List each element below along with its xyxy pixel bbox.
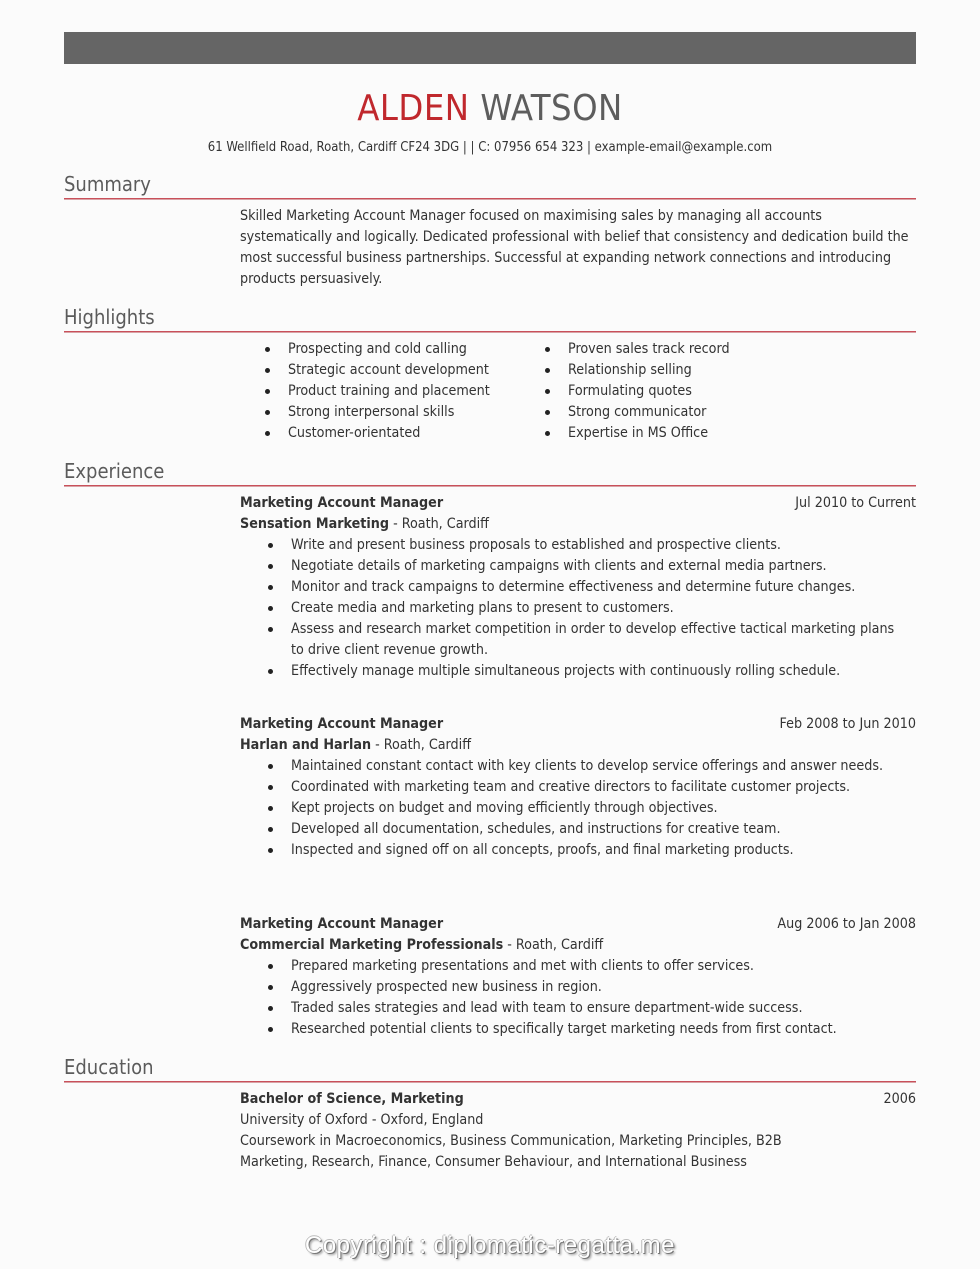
first-name: ALDEN [357,88,470,129]
job-bullet: Researched potential clients to specifically target marketing needs from first contact. [240,1019,916,1040]
job-bullet: Prepared marketing presentations and met with clients to offer services. [240,956,916,977]
job-bullet: Coordinated with marketing team and creative directors to facilitate customer projects. [240,777,916,798]
last-name: WATSON [480,88,623,129]
highlight-item: Strategic account development [262,360,490,381]
job-bullet: Traded sales strategies and lead with team to ensure department-wide success. [240,998,916,1019]
section-title-experience: Experience [64,459,165,483]
job-bullet: Inspected and signed off on all concepts, proofs, and final marketing products. [240,840,916,861]
job-entry [240,493,916,682]
section-divider [64,198,916,200]
highlights-right-list [542,339,730,444]
graduation-year: 2006 [883,1091,916,1107]
contact-info: 61 Wellfield Road, Roath, Cardiff CF24 3DG | | C: 07956 654 323 | example-email@example.com [207,140,773,155]
degree: Bachelor of Science, Marketing [240,1091,464,1107]
job-bullet: Write and present business proposals to established and prospective clients. [240,535,916,556]
section-title-education: Education [64,1055,154,1079]
job-dates: Feb 2008 to Jun 2010 [779,716,916,732]
job-bullets [240,956,916,1040]
highlight-item: Formulating quotes [542,381,730,402]
job-company: Sensation Marketing [240,516,390,532]
job-entry [240,914,916,1040]
highlights-left-list [262,339,490,444]
job-bullets [240,535,916,682]
job-bullet: Kept projects on budget and moving efficiently through objectives. [240,798,916,819]
job-location: - Roath, Cardiff [503,937,604,953]
job-bullet: Developed all documentation, schedules, and instructions for creative team. [240,819,916,840]
job-company: Harlan and Harlan [240,737,372,753]
section-divider [64,485,916,487]
section-divider [64,331,916,333]
job-bullet: Aggressively prospected new business in region. [240,977,916,998]
summary-text: Skilled Marketing Account Manager focused on maximising sales by managing all accounts systematically and logically. Dedicated professional with belief that consistency and dedication build the most successful business partnerships. Successful at expanding network connections and introducing products persuasively. [240,208,909,287]
section-title-highlights: Highlights [64,305,155,329]
job-title: Marketing Account Manager [240,916,444,932]
job-bullet: Effectively manage multiple simultaneous projects with continuously rolling schedule. [240,661,916,682]
highlight-item: Proven sales track record [542,339,730,360]
highlight-item: Strong communicator [542,402,730,423]
job-location: - Roath, Cardiff [371,737,471,753]
job-location: - Roath, Cardiff [389,516,489,532]
job-bullets [240,756,916,861]
watermark: Copyright : diplomatic-regatta.me [305,1232,675,1259]
highlight-item: Relationship selling [542,360,730,381]
header-bar [64,32,916,64]
job-entry [240,714,916,861]
education-entry [240,1089,916,1173]
job-title: Marketing Account Manager [240,495,444,511]
section-title-summary: Summary [64,172,151,196]
candidate-name [0,88,980,129]
highlight-item: Expertise in MS Office [542,423,730,444]
job-dates: Jul 2010 to Current [795,495,916,511]
job-bullet: Assess and research market competition in order to develop effective tactical marketing plans to drive client revenue growth. [240,619,916,661]
highlight-item: Strong interpersonal skills [262,402,490,423]
job-bullet: Create media and marketing plans to present to customers. [240,598,916,619]
school: University of Oxford - Oxford, England [240,1112,484,1128]
job-company: Commercial Marketing Professionals [240,937,504,953]
section-divider [64,1081,916,1083]
job-dates: Aug 2006 to Jan 2008 [777,916,916,932]
coursework: Coursework in Macroeconomics, Business Communication, Marketing Principles, B2B Marketing, Research, Finance, Consumer Behaviour, and International Business [240,1133,782,1170]
job-bullet: Negotiate details of marketing campaigns with clients and external media partners. [240,556,916,577]
job-bullet: Monitor and track campaigns to determine effectiveness and determine future changes. [240,577,916,598]
job-title: Marketing Account Manager [240,716,444,732]
job-bullet: Maintained constant contact with key clients to develop service offerings and answer needs. [240,756,916,777]
highlight-item: Prospecting and cold calling [262,339,490,360]
highlight-item: Customer-orientated [262,423,490,444]
highlight-item: Product training and placement [262,381,490,402]
